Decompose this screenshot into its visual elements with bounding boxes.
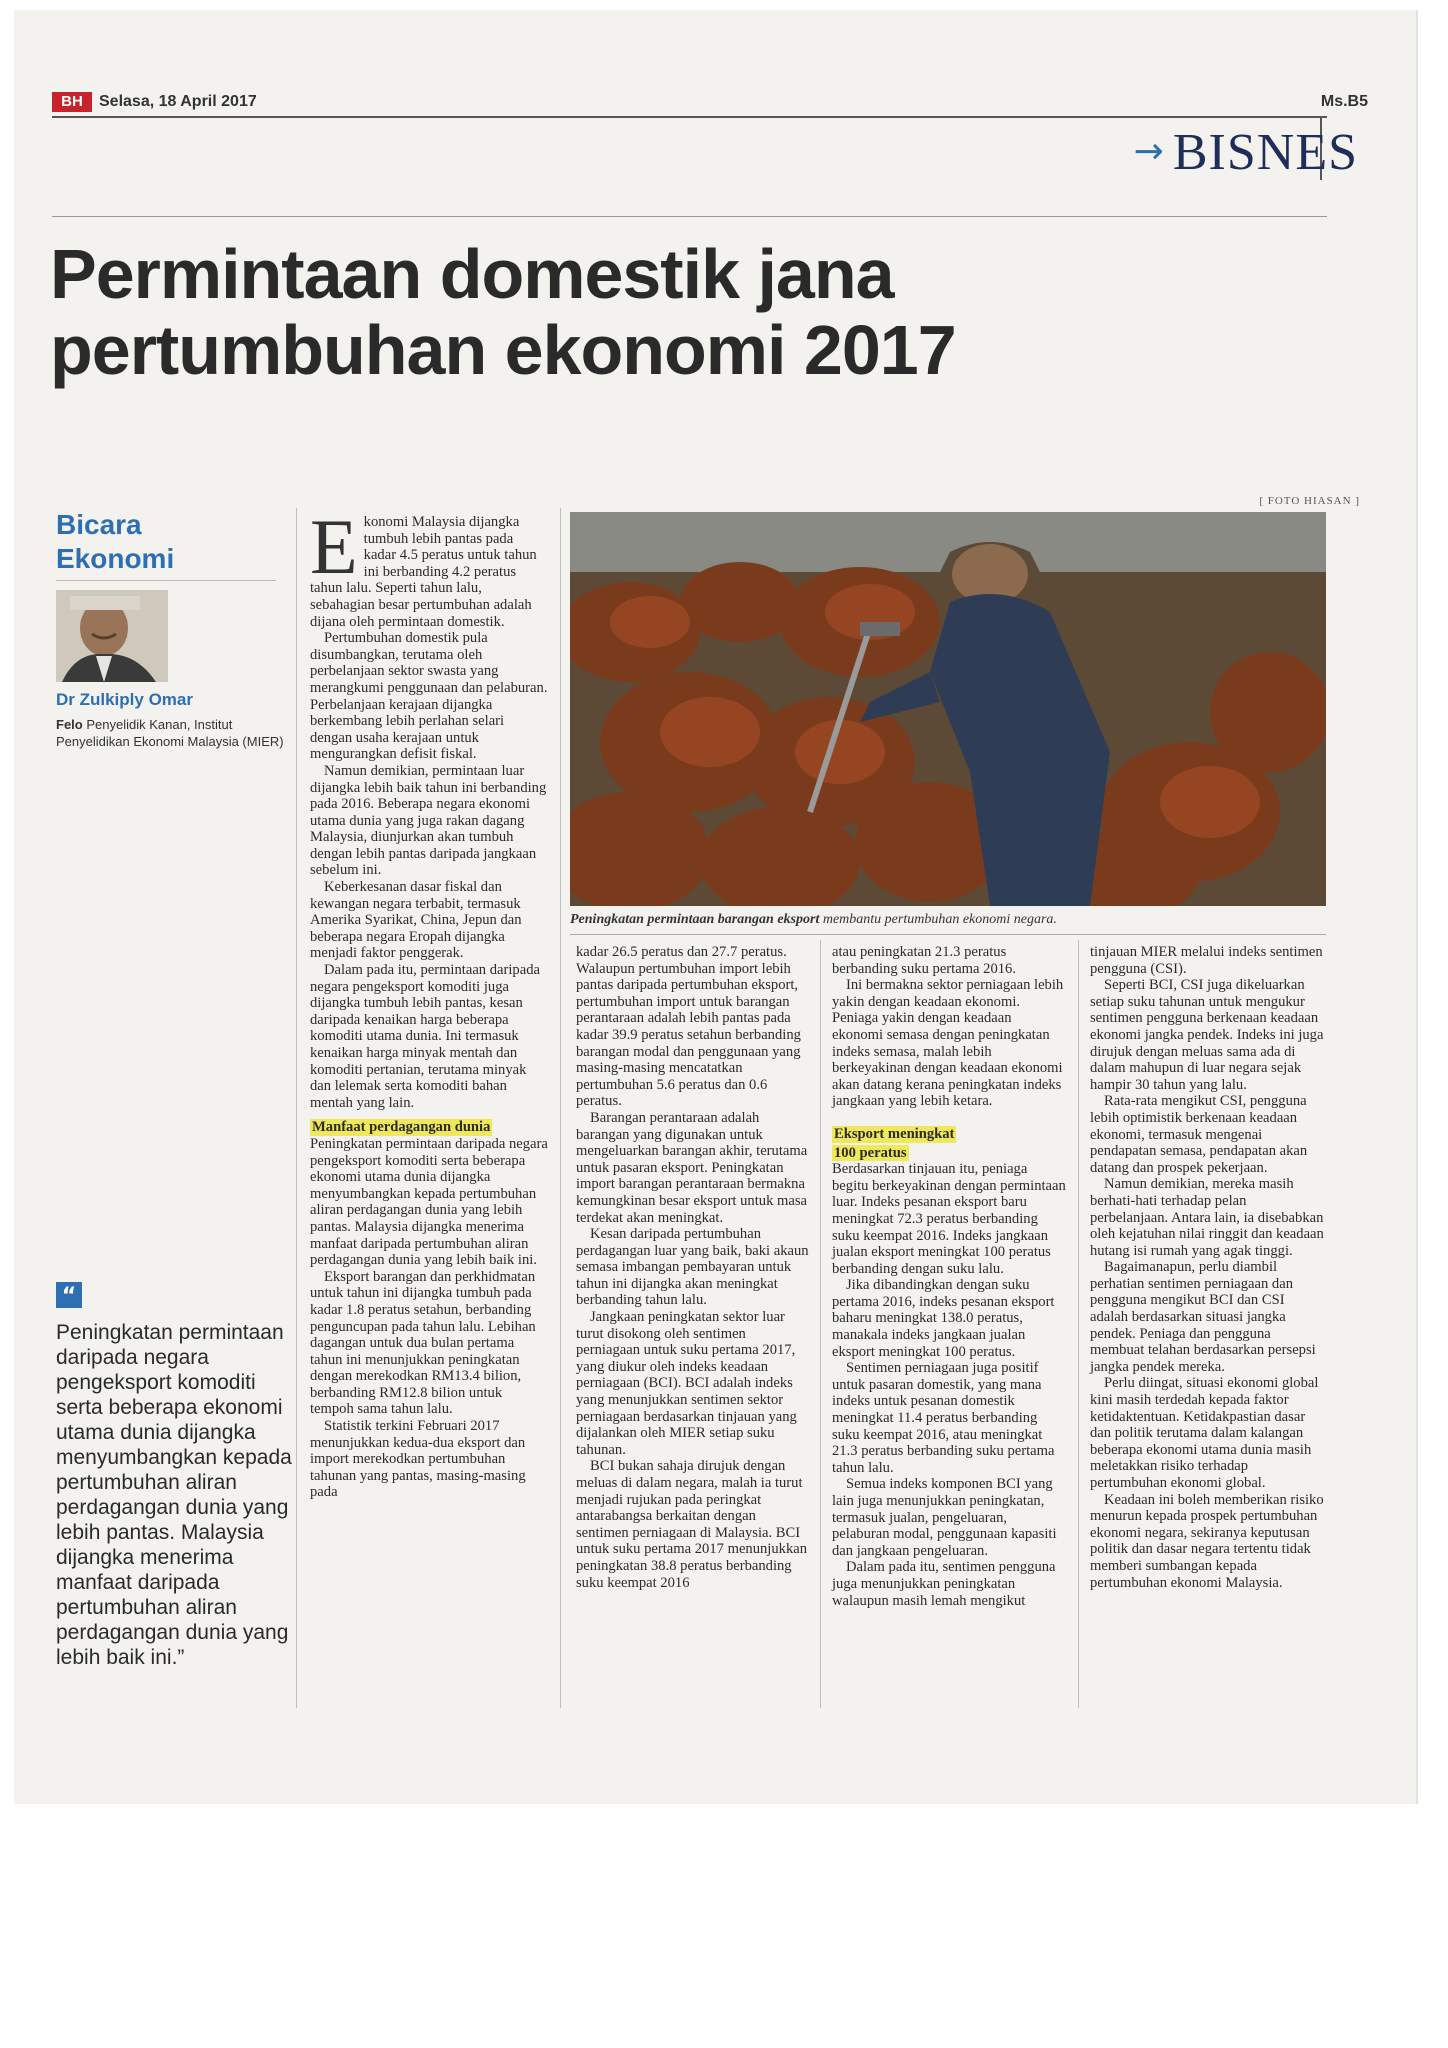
column-title xyxy=(56,508,174,576)
caption-rule xyxy=(570,934,1326,935)
paragraph: Jika dibandingkan dengan suku pertama 2016, indeks pesanan eksport baharu meningkat 138.0 peratus, manakala indeks jangkaan jualan eksport meningkat 100 peratus. xyxy=(832,1277,1055,1360)
pull-quote: Peningkatan permintaan daripada negara pengeksport komoditi serta beberapa ekonomi utama dunia dijangka menyumbangkan kepada pertumbuhan aliran perdagangan dunia yang lebih pantas. Malaysia dijangka menerima manfaat daripada pertumbuhan aliran perdagangan dunia yang lebih baik ini.” xyxy=(56,1321,292,1669)
article-column-4 xyxy=(1090,944,1326,1591)
quote-icon: “ xyxy=(56,1282,82,1308)
paragraph: tinjauan MIER melalui indeks sentimen pengguna (CSI). xyxy=(1090,944,1323,977)
article-headline xyxy=(50,236,1000,388)
author-role-prefix: Felo xyxy=(56,717,83,732)
subheading-wrapper xyxy=(310,1117,548,1136)
paragraph: atau peningkatan 21.3 peratus berbanding suku pertama 2016. xyxy=(832,944,1016,977)
subheading-wrapper xyxy=(832,1124,1066,1161)
paragraph: Semua indeks komponen BCI yang lain juga menunjukkan peningkatan, termasuk jualan, pengeluaran, pelaburan modal, penggunaan kapasiti dan jangkaan pengeluaran. xyxy=(832,1476,1057,1559)
column-divider xyxy=(296,508,297,1708)
caption-bold: Peningkatan permintaan barangan eksport xyxy=(570,912,820,927)
paragraph: Kesan daripada pertumbuhan perdagangan luar yang baik, baki akaun semasa imbangan pembayaran untuk tahun ini dijangka akan meningkat berbanding tahun lalu. xyxy=(576,1226,809,1309)
paragraph: Ekonomi Malaysia dijangka tumbuh lebih pantas pada kadar 4.5 peratus untuk tahun ini berbanding 4.2 peratus tahun lalu. Seperti tahun lalu, sebahagian besar pertumbuhan adalah dijana oleh permintaan domestik. xyxy=(310,503,537,630)
paragraph: Dalam pada itu, sentimen pengguna juga menunjukkan peningkatan walaupun masih lemah mengikut xyxy=(832,1559,1056,1609)
drop-cap: E xyxy=(310,503,358,590)
column-divider xyxy=(1078,940,1079,1708)
paragraph: Rata-rata mengikut CSI, pengguna lebih optimistik berkenaan keadaan ekonomi, termasuk mengenai pendapatan semasa, pendapatan akan datang dan prospek pekerjaan. xyxy=(1090,1093,1308,1176)
section-title xyxy=(1134,124,1358,181)
subheading: Manfaat perdagangan dunia xyxy=(312,1119,491,1136)
arrow-right-icon: → xyxy=(1133,131,1165,172)
subheading-line-1: Eksport meningkat xyxy=(834,1125,955,1142)
palm-fruit-harvest-photo xyxy=(570,512,1326,906)
photo-caption xyxy=(570,912,1330,928)
author-role-text: Penyelidik Kanan, Institut Penyelidikan Ekonomi Malaysia (MIER) xyxy=(56,717,284,749)
article-column-1 xyxy=(310,503,548,1501)
bh-logo: BH xyxy=(52,92,92,112)
subheading-line-2: 100 peratus xyxy=(834,1144,907,1161)
paragraph: Keberkesanan dasar fiskal dan kewangan negara terbabit, termasuk Amerika Syarikat, China, Jepun dan beberapa negara Eropah dijangka menjadi faktor penggerak. xyxy=(310,879,522,962)
paragraph: Pertumbuhan domestik pula disumbangkan, terutama oleh perbelanjaan sektor swasta yang merangkumi penggunaan dan pelaburan. Perbelanjaan kerajaan dijangka berkembang lebih perlahan selari dengan usaha kerajaan untuk mengurangkan defisit fiskal. xyxy=(310,630,548,763)
headline-line-2: pertumbuhan ekonomi 2017 xyxy=(50,311,956,389)
column-title-line-2: Ekonomi xyxy=(56,543,175,574)
paragraph: Barangan perantaraan adalah barangan yang digunakan untuk mengeluarkan barangan akhir, terutama untuk pasaran eksport. Peningkatan import barangan perantaraan bermakna kemungkinan besar eksport untuk masa terdekat akan meningkat. xyxy=(576,1109,808,1226)
article-photo xyxy=(570,512,1326,906)
author-portrait xyxy=(56,590,168,682)
paragraph: Seperti BCI, CSI juga dikeluarkan setiap suku tahunan untuk mengukur sentimen pengguna berkenaan keadaan ekonomi jangka pendek. Indeks ini juga dirujuk dengan meluas sama ada di dalam mahupun di luar negara sejak hampir 30 tahun yang lalu. xyxy=(1090,977,1324,1093)
author-photo xyxy=(56,590,168,682)
article-column-3 xyxy=(832,944,1066,1609)
paragraph: Keadaan ini boleh memberikan risiko menurun kepada prospek pertumbuhan ekonomi negara, sekiranya keputusan politik dan dasar negara tertentu tidak memberi sumbangan kepada pertumbuhan ekonomi Malaysia. xyxy=(1090,1491,1324,1591)
column-divider xyxy=(820,940,821,1708)
paragraph: Sentimen perniagaan juga positif untuk pasaran domestik, yang mana indeks untuk pesanan domestik meningkat 11.4 peratus berbanding suku keempat 2016, atau meningkat 21.3 peratus berbanding suku pertama tahun lalu. xyxy=(832,1360,1055,1476)
paragraph: Berdasarkan tinjauan itu, peniaga begitu berkeyakinan dengan permintaan luar. Indeks pesanan eksport baru meningkat 72.3 peratus berbanding suku keempat 2016. Indeks jangkaan jualan eksport meningkat 100 peratus berbanding dengan suku lalu. xyxy=(832,1161,1066,1277)
article-column-2 xyxy=(576,944,810,1591)
headline-line-1: Permintaan domestik jana xyxy=(50,235,894,313)
paragraph: Perlu diingat, situasi ekonomi global kini masih terdedah kepada faktor ketidaktentuan. Ketidakpastian dasar dan politik terutama dalam kalangan beberapa ekonomi utama dunia masih meletakkan risiko terhadap pertumbuhan ekonomi global. xyxy=(1090,1375,1319,1491)
paragraph: Namun demikian, permintaan luar dijangka lebih baik tahun ini berbanding pada 2016. Beberapa negara ekonomi utama dunia yang juga rakan dagang Malaysia, diunjurkan akan tumbuh dengan lebih pantas daripada jangkaan sebelum ini. xyxy=(310,762,547,879)
paragraph: Jangkaan peningkatan sektor luar turut disokong oleh sentimen perniagaan untuk suku pertama 2017, yang diukur oleh indeks keadaan perniagaan (BCI). BCI adalah indeks yang menunjukkan sentimen sektor perniagaan berdasarkan tinjauan yang dijalankan oleh MIER setiap suku tahunan. xyxy=(576,1309,797,1458)
section-label: BISNES xyxy=(1172,124,1358,181)
caption-text: membantu pertumbuhan ekonomi negara. xyxy=(819,912,1057,927)
column-rule xyxy=(56,580,276,581)
paragraph: Bagaimanapun, perlu diambil perhatian sentimen perniagaan dan pengguna mengikut BCI dan CSI adalah berdasarkan situasi jangka pendek. Peniaga dan pengguna membuat telahan berdasarkan persepsi jangka pendek mereka. xyxy=(1090,1259,1316,1375)
paragraph: kadar 26.5 peratus dan 27.7 peratus. Walaupun pertumbuhan import lebih pantas daripada pertumbuhan eksport, pertumbuhan import untuk barangan perantaraan adalah lebih pantas pada kadar 39.9 peratus setahun berbanding barangan modal dan penggunaan yang masing-masing mencatatkan pertumbuhan 5.6 peratus dan 0.6 peratus. xyxy=(576,944,801,1110)
paragraph: Dalam pada itu, permintaan daripada negara pengeksport komoditi juga dijangka tumbuh lebih pantas, kesan daripada kenaikan harga beberapa komoditi utama dunia. Ini termasuk kenaikan harga minyak mentah dan komoditi pertanian, terutama minyak dan lelemak serta komoditi bahan mentah yang lain. xyxy=(310,962,540,1111)
issue-date: Selasa, 18 April 2017 xyxy=(99,93,257,110)
masthead-rule xyxy=(52,116,1327,118)
paragraph: Statistik terkini Februari 2017 menunjukkan kedua-dua eksport dan import merekodkan pertumbuhan tahunan yang pantas, masing-masing pada xyxy=(310,1418,526,1501)
author-name: Dr Zulkiply Omar xyxy=(56,690,193,709)
page-number: Ms.B5 xyxy=(1320,93,1368,110)
photo-credit: [ FOTO HIASAN ] xyxy=(1259,495,1360,507)
paragraph: Namun demikian, mereka masih berhati-hati terhadap pelan perbelanjaan. Antara lain, ia disebabkan oleh kejatuhan nilai ringgit dan keadaan hutang isi rumah yang agak tinggi. xyxy=(1090,1176,1324,1259)
column-divider xyxy=(560,508,561,1708)
author-role xyxy=(56,716,286,750)
paragraph: Peningkatan permintaan daripada negara pengeksport komoditi serta beberapa ekonomi utama dunia dijangka menyumbangkan kepada pertumbuhan aliran perdagangan dunia yang lebih pantas. Malaysia dijangka menerima manfaat daripada pertumbuhan aliran perdagangan dunia yang lebih baik ini. xyxy=(310,1135,548,1269)
paragraph: BCI bukan sahaja dirujuk dengan meluas di dalam negara, malah ia turut menjadi rujukan pada peringkat antarabangsa berkaitan dengan sentimen perniagaan di Malaysia. BCI untuk suku pertama 2017 menunjukkan peningkatan 38.8 peratus berbanding suku keempat 2016 xyxy=(576,1458,808,1591)
paragraph: Ini bermakna sektor perniagaan lebih yakin dengan keadaan ekonomi. Peniaga yakin dengan keadaan ekonomi semasa dengan peningkatan indeks semasa, malah lebih berkeyakinan dengan keadaan ekonomi akan datang kerana peningkatan indeks jangkaan yang lebih ketara. xyxy=(832,977,1064,1110)
header-rule xyxy=(52,216,1327,217)
column-title-line-1: Bicara xyxy=(56,509,142,540)
paragraph: Eksport barangan dan perkhidmatan untuk tahun ini dijangka tumbuh pada kadar 1.8 peratus setahun, berbanding penguncupan pada tahun lalu. Lebihan dagangan untuk dua bulan pertama tahun ini menunjukkan peningkatan dengan merekodkan RM13.4 bilion, berbanding RM12.8 bilion untuk tempoh sama tahun lalu. xyxy=(310,1268,536,1418)
